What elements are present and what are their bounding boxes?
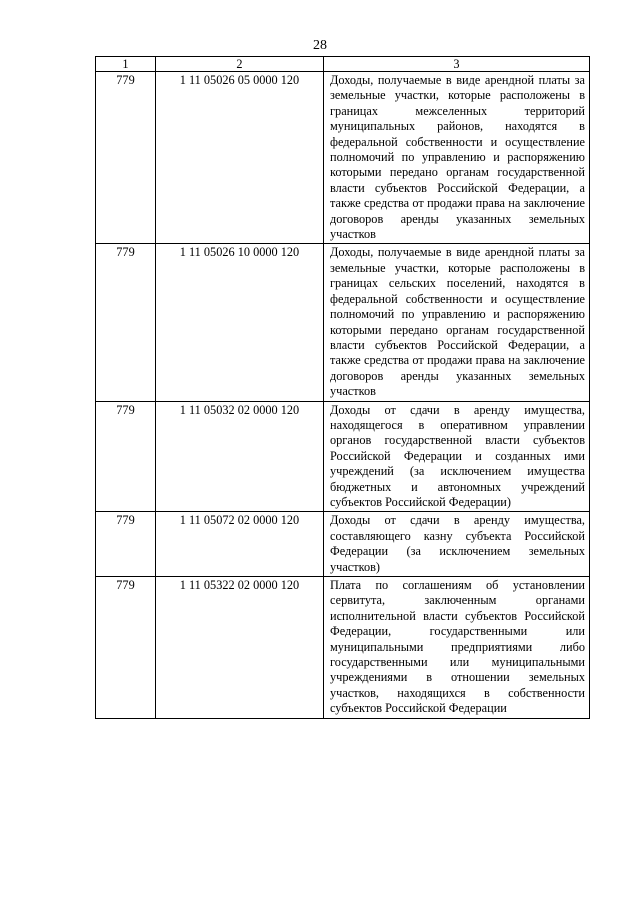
administrator-code-cell: 779 — [96, 577, 156, 719]
revenue-code-cell: 1 11 05322 02 0000 120 — [156, 577, 324, 719]
administrator-code-cell: 779 — [96, 512, 156, 577]
table-row — [96, 401, 590, 512]
administrator-code-cell: 779 — [96, 401, 156, 512]
column-header-1: 1 — [96, 57, 156, 72]
revenue-code-cell: 1 11 05026 10 0000 120 — [156, 244, 324, 401]
revenue-code-cell: 1 11 05032 02 0000 120 — [156, 401, 324, 512]
revenue-description-cell: Доходы от сдачи в аренду имущества, составляющего казну субъекта Российской Федерации (за исключением земельных участков) — [324, 512, 590, 577]
table-header-row — [96, 57, 590, 72]
page-number: 28 — [313, 38, 327, 53]
table-row — [96, 244, 590, 401]
table-row — [96, 577, 590, 719]
revenue-code-cell: 1 11 05026 05 0000 120 — [156, 72, 324, 244]
budget-classification-table — [95, 56, 590, 719]
revenue-description-cell: Доходы от сдачи в аренду имущества, находящегося в оперативном управлении органов государственной власти субъектов Российской Федерации и созданных ими учреждений (за исключением имущества бюджетных и автономных учреждений субъектов Российской Федерации) — [324, 401, 590, 512]
table-row — [96, 512, 590, 577]
revenue-code-cell: 1 11 05072 02 0000 120 — [156, 512, 324, 577]
revenue-description-cell: Плата по соглашениям об установлении сервитута, заключенным органами исполнительной власти субъектов Российской Федерации, государственными или муниципальными предприятиями либо государственными или муниципальными учреждениями в отношении земельных участков, находящихся в собственности субъектов Российской Федерации — [324, 577, 590, 719]
revenue-description-cell: Доходы, получаемые в виде арендной платы за земельные участки, которые расположены в границах сельских поселений, находятся в федеральной собственности и осуществление полномочий по управлению и распоряжению которыми передано органам государственной власти субъектов Российской Федерации, а также средства от продажи права на заключение договоров аренды указанных земельных участков — [324, 244, 590, 401]
column-header-2: 2 — [156, 57, 324, 72]
administrator-code-cell: 779 — [96, 72, 156, 244]
revenue-description-cell: Доходы, получаемые в виде арендной платы за земельные участки, которые расположены в границах межселенных территорий муниципальных районов, находятся в федеральной собственности и осуществление полномочий по управлению и распоряжению которыми передано органам государственной власти субъектов Российской Федерации, а также средства от продажи права на заключение договоров аренды указанных земельных участков — [324, 72, 590, 244]
table-row — [96, 72, 590, 244]
column-header-3: 3 — [324, 57, 590, 72]
administrator-code-cell: 779 — [96, 244, 156, 401]
